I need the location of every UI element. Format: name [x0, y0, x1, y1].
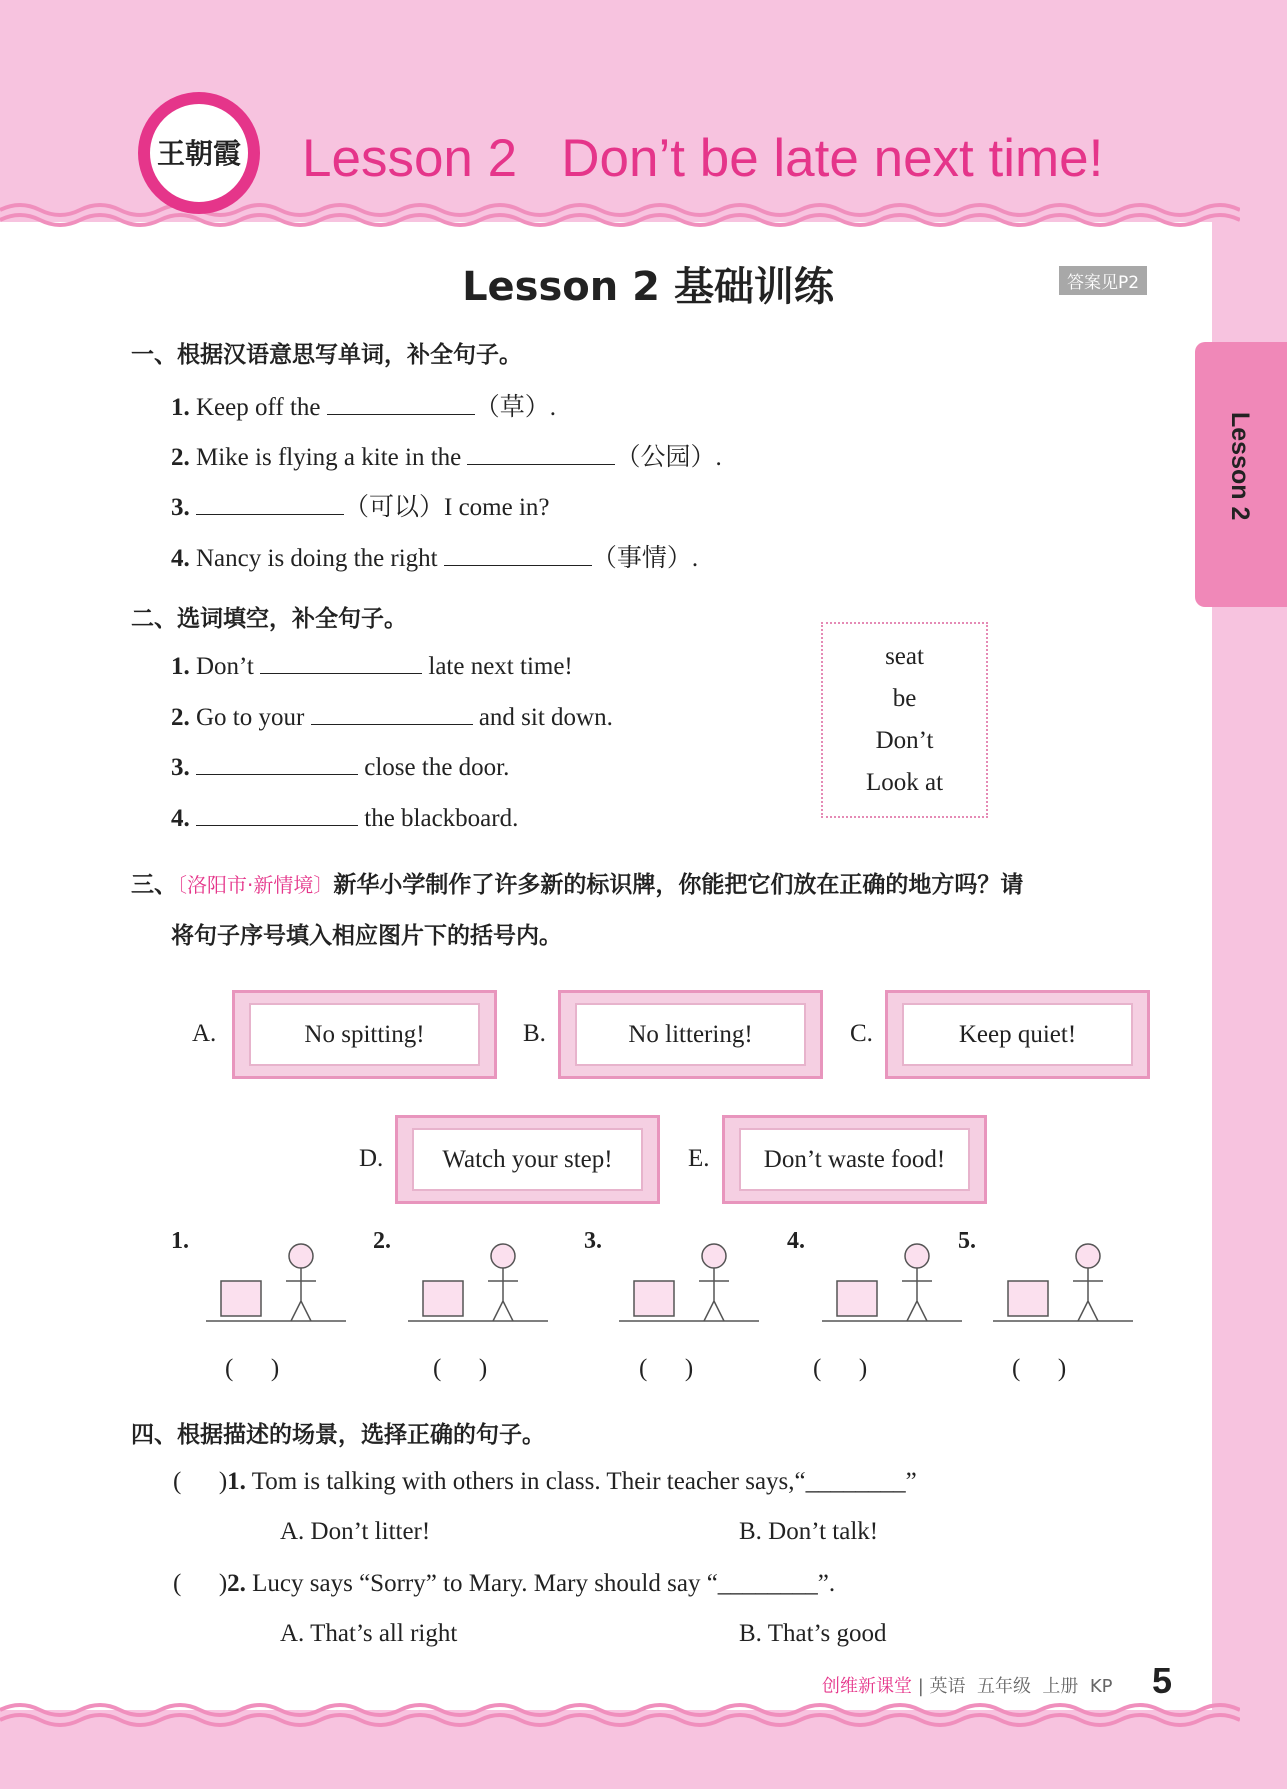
- scene-illustration: [988, 1226, 1138, 1331]
- option-a: A. Don’t litter!: [280, 1518, 431, 1545]
- question-item: [171, 437, 722, 473]
- question-number: 2.: [227, 1570, 246, 1597]
- question-text: Nancy is doing the right: [189, 545, 444, 572]
- question-number: 3.: [171, 494, 190, 521]
- picture-number: 3.: [584, 1228, 602, 1254]
- answer-blank[interactable]: [196, 804, 358, 826]
- sign-text: Don’t waste food!: [739, 1128, 970, 1191]
- answer-parentheses[interactable]: ( ): [173, 1570, 228, 1597]
- footer-brand: 创维新课堂: [822, 1676, 912, 1697]
- scene-illustration: [817, 1226, 967, 1331]
- sign-label: D.: [359, 1145, 384, 1172]
- question-text: the blackboard.: [358, 805, 519, 832]
- answer-reference-badge: 答案见P2: [1059, 266, 1147, 295]
- answer-blank[interactable]: [444, 544, 592, 566]
- option-b: B. Don’t talk!: [739, 1518, 879, 1545]
- answer-parentheses[interactable]: ( ): [225, 1355, 280, 1382]
- word-bank-item: be: [892, 685, 917, 712]
- question-text: （草）.: [474, 394, 557, 421]
- answer-parentheses[interactable]: ( ): [813, 1355, 868, 1382]
- question-number: 4.: [171, 805, 190, 832]
- section1-heading: 一、根据汉语意思写单词，补全句子。: [131, 342, 522, 368]
- question-item: [171, 804, 518, 833]
- question-number: 3.: [171, 754, 190, 781]
- page-title: Lesson 2 基础训练: [462, 264, 834, 310]
- sign-text: No littering!: [575, 1003, 806, 1066]
- side-tab-lesson[interactable]: [1195, 342, 1287, 607]
- sign-label: A.: [192, 1020, 217, 1047]
- section3-text-line2: 将句子序号填入相应图片下的括号内。: [171, 923, 562, 949]
- brand-logo: [138, 92, 260, 214]
- scene-illustration: [403, 1226, 553, 1331]
- footer-book-info: | 英语 五年级 上册 KP: [912, 1676, 1113, 1697]
- question-number: 1.: [227, 1468, 246, 1495]
- answer-parentheses[interactable]: ( ): [173, 1468, 228, 1495]
- picture-number: 4.: [787, 1228, 805, 1254]
- option-a: A. That’s all right: [280, 1620, 458, 1647]
- word-bank-item: seat: [885, 643, 924, 670]
- question-text: （公园）.: [615, 444, 722, 471]
- answer-blank[interactable]: [196, 493, 344, 515]
- answer-parentheses[interactable]: ( ): [433, 1355, 488, 1382]
- bottom-wave-border: [0, 1700, 1240, 1730]
- question-text: Mike is flying a kite in the: [189, 444, 468, 471]
- question-text: （可以）I come in?: [344, 494, 550, 521]
- question-item: [171, 652, 573, 681]
- sign-a: [232, 990, 497, 1079]
- question-number: 2.: [171, 444, 190, 471]
- side-tab-label: Lesson 2: [1226, 412, 1254, 521]
- section3-source-tag: 〔洛阳市·新情境〕: [177, 873, 334, 897]
- word-bank-item: Look at: [865, 769, 944, 796]
- section2-heading: 二、选词填空，补全句子。: [131, 606, 407, 632]
- question-item: [171, 387, 556, 423]
- sign-label: E.: [688, 1145, 710, 1172]
- sign-e: [722, 1115, 987, 1204]
- sign-c: [885, 990, 1150, 1079]
- question-text: close the door.: [358, 754, 510, 781]
- section4-heading: 四、根据描述的场景，选择正确的句子。: [131, 1422, 545, 1448]
- question-number: 2.: [171, 704, 190, 731]
- question-text: （事情）.: [591, 545, 699, 572]
- sign-label: C.: [850, 1020, 873, 1047]
- question-number: 1.: [171, 653, 190, 680]
- answer-blank[interactable]: [196, 753, 358, 775]
- answer-blank[interactable]: [311, 703, 473, 725]
- word-bank-item: Don’t: [875, 727, 934, 754]
- sign-text: No spitting!: [249, 1003, 480, 1066]
- picture-number: 5.: [958, 1228, 976, 1254]
- picture-number: 2.: [373, 1228, 391, 1254]
- question-number: 4.: [171, 545, 190, 572]
- lesson-header-title: Lesson 2 Don’t be late next time!: [302, 129, 1104, 188]
- question-text: Keep off the: [189, 394, 327, 421]
- section3-text-line1: 新华小学制作了许多新的标识牌，你能把它们放在正确的地方吗？请: [333, 872, 1024, 898]
- question-text: and sit down.: [472, 704, 613, 731]
- question-item: [171, 538, 698, 574]
- answer-blank[interactable]: [467, 443, 615, 465]
- question-text: Don’t: [189, 653, 261, 680]
- section3-heading: [131, 866, 1023, 899]
- logo-text: 王朝霞: [156, 137, 241, 170]
- question-text: Go to your: [189, 704, 311, 731]
- choice-question: [173, 1570, 835, 1598]
- sign-text: Keep quiet!: [902, 1003, 1133, 1066]
- sign-text: Watch your step!: [412, 1128, 643, 1191]
- picture-number: 1.: [171, 1228, 189, 1254]
- question-item: [171, 487, 550, 523]
- answer-blank[interactable]: [260, 652, 422, 674]
- choice-question: [173, 1468, 917, 1496]
- answer-blank[interactable]: [327, 393, 475, 415]
- question-text: Tom is talking with others in class. Their teacher says,“________”: [245, 1468, 917, 1495]
- sign-label: B.: [523, 1020, 546, 1047]
- answer-parentheses[interactable]: ( ): [1012, 1355, 1067, 1382]
- option-b: B. That’s good: [739, 1620, 887, 1647]
- footer-text: [822, 1672, 1113, 1698]
- question-item: [171, 703, 613, 732]
- sign-d: [395, 1115, 660, 1204]
- page-number: 5: [1152, 1660, 1173, 1701]
- word-bank-box: [821, 622, 988, 818]
- scene-illustration: [614, 1226, 764, 1331]
- question-item: [171, 753, 509, 782]
- question-number: 1.: [171, 394, 190, 421]
- scene-illustration: [201, 1226, 351, 1331]
- section3-number: 三、: [131, 872, 177, 898]
- sign-b: [558, 990, 823, 1079]
- question-text: late next time!: [422, 653, 573, 680]
- question-text: Lucy says “Sorry” to Mary. Mary should say “________”.: [245, 1570, 836, 1597]
- answer-parentheses[interactable]: ( ): [639, 1355, 694, 1382]
